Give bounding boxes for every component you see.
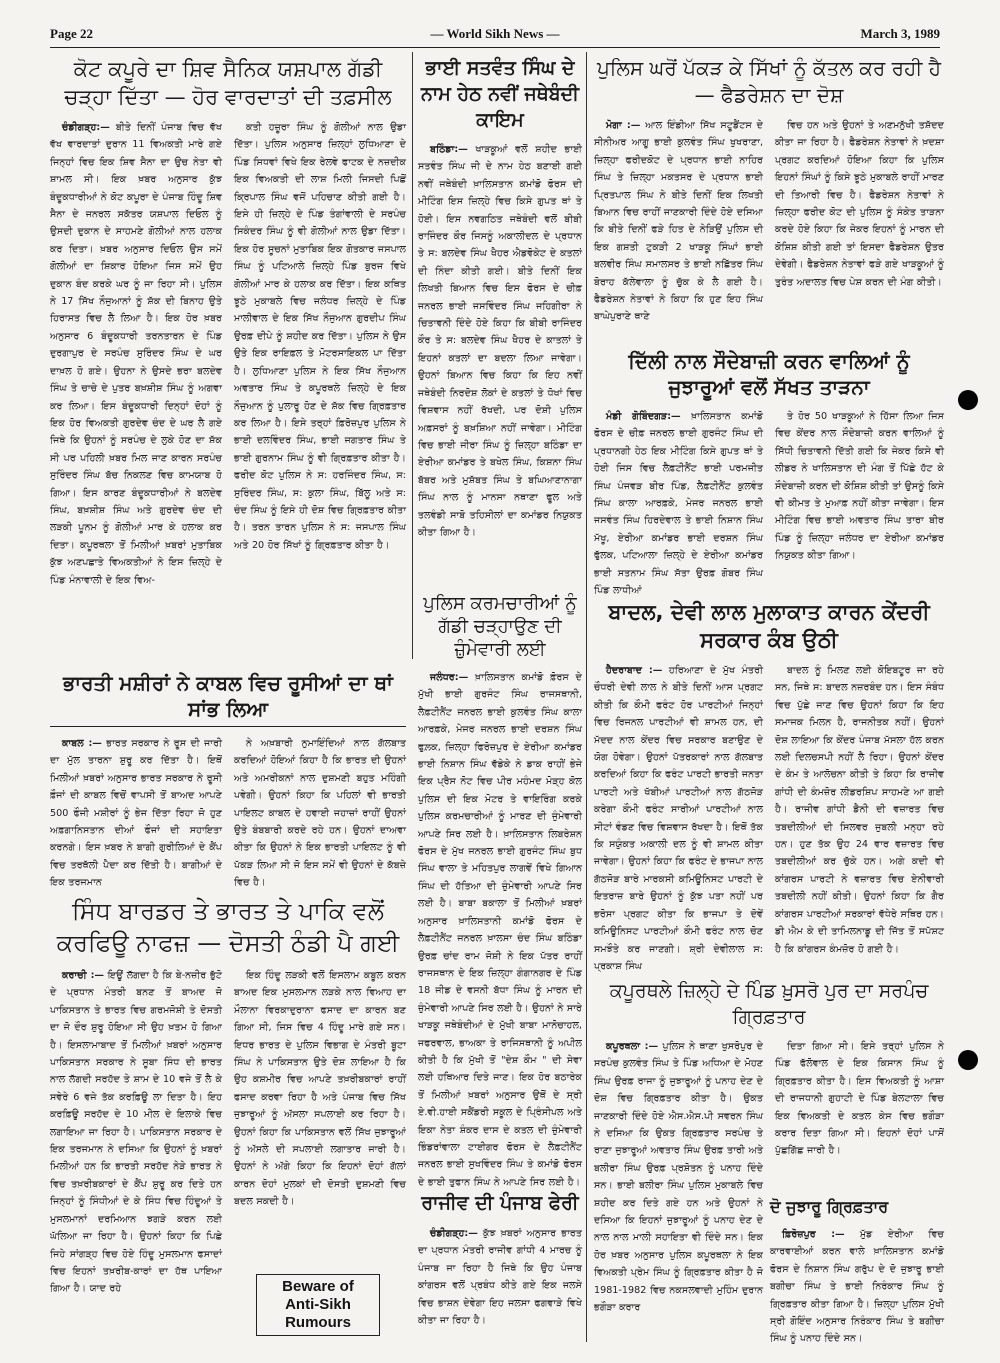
headline: ਭਾਰਤੀ ਮਸ਼ੀਰਾਂ ਨੇ ਕਾਬਲ ਵਿਚ ਰੂਸੀਆਂ ਦਾ ਥਾਂ ਸਾਂਭ ਲਿਆ bbox=[50, 670, 406, 727]
dateline: ਕਰਾਚੀ :— bbox=[62, 970, 105, 981]
headline: ਰਾਜੀਵ ਦੀ ਪੰਜਾਬ ਫੇਰੀ bbox=[421, 1192, 579, 1214]
article-police-car bbox=[418, 592, 582, 1188]
article-text: ਦਿਤਾ ਗਿਆ ਸੀ। ਇਸੇ ਤਰ੍ਹਾਂ ਪੁਲਿਸ ਨੇ ਪਿੰਡ ਫੱਲੋਵਾਲ ਦੇ ਇਕ ਕਿਸਾਨ ਸਿੰਘ ਨੂੰ ਗ੍ਰਿਫ਼ਤਾਰ ਕੀਤਾ ਹੈ। ਇਸ ਵਿਅਕਤੀ ਨੂੰ ਆਸ਼ਾ ਦੀ ਰਾਜਧਾਨੀ ਗੁਹਾਟੀ ਦੇ ਪਿੰਡ ਬੇਲਟਾਲਾ ਵਿਚ ਇਕ ਵਿਅਕਤੀ ਦੇ ਕਤਲ ਕੇਸ ਵਿਚ ਭਗੌੜਾ ਕਰਾਰ ਦਿਤਾ ਗਿਆ ਸੀ। ਇਹਨਾਂ ਦੋਹਾਂ ਪਾਸੋਂ ਪੁੱਛਗਿੱਛ ਜਾਰੀ ਹੈ। bbox=[775, 1041, 944, 1157]
dateline: ਮੰਡੀ ਗੋਬਿੰਦਗੜ:— bbox=[606, 411, 681, 422]
article-text: ਕਤੀ ਹਜ਼ੂਰਾ ਸਿੰਘ ਨੂੰ ਗੋਲੀਆਂ ਨਾਲ ਉਡਾ ਦਿੱਤਾ। ਪੁਲਿਸ ਅਨੁਸਾਰ ਜ਼ਿਲ੍ਹਾਂ ਲੁਧਿਆਣਾ ਦੇ ਪਿੰਡ ਸਿਧਵਾਂ ਵਿਖੇ ਇਕ ਰੇਲਵੇ ਫਾਟਕ ਦੇ ਨਜ਼ਦੀਕ ਇਕ ਵਿਅਕਤੀ ਦੀ ਲਾਸ਼ ਮਿਲੀ ਜਿਸਦੀ ਪਿਛੋਂ ਕ੍ਰਿਪਾਲ ਸਿੰਘ ਵਜੋਂ ਪਹਿਚਾਣ ਕੀਤੀ ਗਈ ਹੈ। ਇਸੇ ਹੀ ਜ਼ਿਲ੍ਹੇ ਦੇ ਪਿੰਡ ਤੰਗਾਂਵਾਲੀ ਦੇ ਸਰਪੰਚ ਸਿਕੰਦਰ ਸਿੰਘ ਨੂੰ ਵੀ ਗੋਲੀਆਂ ਨਾਲ ਉਡਾ ਦਿੱਤਾ। ਇਕ ਹੋਰ ਸੂਚਨਾਂ ਮੁਤਾਬਿਕ ਇਕ ਗੋਤਕਾਰ ਜਸਪਾਲ ਸਿੰਘ ਨੂੰ ਪਟਿਆਲੇ ਜ਼ਿਲ੍ਹੇ ਪਿੰਡ ਬੁਰਜ ਵਿਖੇ ਗੋਲੀਆਂ ਮਾਰ ਕੇ ਹਲਾਕ ਕਰ ਦਿੱਤਾ। ਇਕ ਕਥਿਤ ਝੂਠੇ ਮੁਕਾਬਲੇ ਵਿਚ ਜਲੰਧਰ ਜ਼ਿਲ੍ਹੇ ਦੇ ਪਿੰਡ ਮਾਲੀਵਾਲ ਦੇ ਇਕ ਸਿੱਖ ਨੌਜੁਆਨ ਗੁਰਦੀਪ ਸਿੰਘ ਉਰਫ਼ ਦੀਪੇ ਨੂੰ ਸ਼ਹੀਦ ਕਰ ਦਿੱਤਾ। ਪੁਲਿਸ ਨੇ ਉਸ ਉਤੇ ਇਕ ਰਾਇਫ਼ਲ ਤੇ ਮੋਟਰਸਾਇਕਲ ਪਾ ਦਿੱਤਾ ਹੈ। ਲੁਧਿਆਣਾ ਪੁਲਿਸ ਨੇ ਇਕ ਸਿੱਖ ਨੌਜੁਆਨ ਅਵਤਾਰ ਸਿੰਘ ਤੇ ਕਪੂਰਥਲੇ ਜ਼ਿਲ੍ਹੇ ਦੇ ਇਕ ਨੌਜੁਆਨ ਨੂੰ ਪੁਲਾਰੂ ਹੋਣ ਦੇ ਸ਼ੱਕ ਵਿਚ ਗ੍ਰਿਫ਼ਤਾਰ ਕਰ ਲਿਆ ਹੈ। ਇਸੇ ਤਰ੍ਹਾਂ ਫ਼ਿਰੋਜ਼ਪੁਰ ਪੁਲਿਸ ਨੇ ਭਾਈ ਦਲਵਿੰਦਰ ਸਿੰਘ, ਭਾਈ ਜਗਤਾਰ ਸਿੰਘ ਤੇ ਭਾਈ ਗੁਰਨਾਮ ਸਿੰਘ ਨੂੰ ਵੀ ਗ੍ਰਿਫ਼ਤਾਰ ਕੀਤਾ ਹੈ। ਫਰੀਦ ਕੋਟ ਪੁਲਿਸ ਨੇ ਸ: ਹਰਜਿੰਦਰ ਸਿੰਘ, ਸ: ਸੁਰਿੰਦਰ ਸਿੰਘ, ਸ: ਕੁਲਾ ਸਿੰਘ, ਬਿੱਲੂ ਅਤੇ ਸ: ਚੰਦ ਸਿੰਘ ਨੂੰ ਇਸੇ ਹੀ ਦੋਸ਼ ਵਿਚ ਗ੍ਰਿਫ਼ਤਾਰ ਕੀਤਾ ਹੈ। ਤਰਨ ਤਾਰਨ ਪੁਲਿਸ ਨੇ ਸ: ਜਸਪਾਲ ਸਿੰਘ ਅਤੇ 20 ਹੋਰ ਸਿੱਖਾਂ ਨੂੰ ਗ੍ਰਿਫ਼ਤਾਰ ਕੀਤਾ ਹੈ। bbox=[234, 122, 406, 551]
article-text: ਖ਼ਾਲਿਸਤਾਨ ਕਮਾਂਡੋ ਫ਼ੋਰਸ ਦੇ ਮੁੱਖੀ ਭਾਈ ਗੁਰਜੰਟ ਸਿੰਘ ਰਾਜਸਥਾਨੀ, ਲੈਫ਼ਟੀਨੈਂਟ ਜਨਰਲ ਭਾਈ ਕੁਲਵੰਤ ਸਿੰਘ ਕਾਲਾ ਆਰਫ਼ਕੇ, ਮੇਜਰ ਜਨਰਲ ਭਾਈ ਦਰਸ਼ਨ ਸਿੰਘ ਫੁਲ਼ਕ, ਜ਼ਿਲ੍ਹਾ ਫਿਰੋਜ਼ਪੁਰ ਦੇ ਏਰੀਆ ਕਮਾਂਡਰ ਭਾਈ ਨਿਸ਼ਾਨ ਸਿੰਘ ਵੱਡੇਕੇ ਨੇ ਡਾਕ ਰਾਹੀਂ ਭੇਜੇ ਇਕ ਪ੍ਰੈਸ ਨੋਟ ਵਿਚ ਪੀਰ ਮਹੰਮਦ ਮੋੜ੍ਹ ਕੋਲ ਪੁਲਿਸ ਦੀ ਇਕ ਮੋਟਰ ਤੇ ਵਾਇਰਿੰਗ ਕਰਕੇ ਪੁਲਿਸ ਕਰਮਚਾਰੀਆਂ ਨੂੰ ਮਾਰਣ ਦੀ ਜੁੰਮੇਵਾਰੀ ਆਪਣੇ ਸਿਰ ਲਈ ਹੈ। ਖ਼ਾਲਿਸਤਾਨ ਲਿਬਰੇਸ਼ਨ ਫੋਰਸ ਦੇ ਮੁੱਖ ਜਨਰਲ ਭਾਈ ਗੁਰਜੰਟ ਸਿੰਘ ਬੁਧ ਸਿੰਘ ਵਾਲਾ ਤੇ ਮਹਿਤਪੁਰ ਲਾਗਵੇਂ ਵਿਖੇ ਗਿਆਨ ਸਿੰਘ ਦੀ ਹੱਤਿਆ ਦੀ ਜ਼ੁੰਮੇਵਾਰੀ ਆਪਣੇ ਸਿਰ ਲਈ ਹੈ। ਬਾਬਾ ਬਕਾਲਾ ਤੋਂ ਮਿਲੀਆਂ ਖ਼ਬਰਾਂ ਅਨੁਸਾਰ ਖ਼ਾਲਿਸਤਾਨੀ ਕਮਾਂਡੋ ਫੋਰਸ ਦੇ ਲੈਫ਼ਟੀਨੈਂਟ ਜਨਰਲ ਖ਼ਾਲਸਾ ਚੰਦ ਸਿੰਘ ਬਠਿੰਡਾ ਉਰਫ਼ ਚਾਂਦ ਰਾਮ ਜੋਸ਼ੀ ਨੇ ਇਕ ਪੱਤਰ ਰਾਹੀਂ ਰਾਜਸਥਾਨ ਦੇ ਇਕ ਜ਼ਿਲ੍ਹਾ ਗੰਗਾਨਗਰ ਦੇ ਪਿੰਡ 18 ਜੀਡ ਦੇ ਵਸਨੀ ਬੱਧਾ ਸਿੰਘ ਨੂੰ ਮਾਰਨ ਦੀ ਜ਼ੁੰਮੇਵਾਰੀ ਆਪਣੇ ਸਿਰ ਲਈ ਹੈ। ਉਹਨਾਂ ਨੇ ਸਾਰੇ ਖਾੜਕੂ ਜਥੇਬੰਦੀਆਂ ਦੇ ਮੁੱਖੀ ਬਾਬਾ ਮਾਨੋਚਾਹਲ, ਜਫਰਵਾਲ, ਭਾਅਕਾ ਤੇ ਰਾਜਿਸਥਾਨੀ ਨੂੰ ਅਪੀਲ ਕੀਤੀ ਹੈ ਕਿ ਮੁੱਖੀ ਤੋਂ "ਦੇਸ਼ ਕੌਮ " ਦੀ ਸੇਵਾ ਲਈ ਹਥਿਆਰ ਦਿਤੇ ਜਾਣ। ਇਕ ਹੋਰ ਬਠਾਰੇਕ ਤੋਂ ਮਿਲੀਆਂ ਖ਼ਬਰਾਂ ਅਨੁਸਾਰ ਉਥੋਂ ਦੇ ਸ੍ਰੀ ਏ.ਵੀ.ਹਾਈ ਸਕੈਂਡਰੀ ਸਕੂਲ ਦੇ ਪ੍ਰਿੰਸੀਪਲ ਅਤੇ ਇਕਾ ਨੇਤਾ ਸ਼ੰਕਰ ਦਾਸ ਦੇ ਕਤਲ ਦੀ ਜ਼ੁੰਮੇਵਾਰੀ ਭਿੰਡਰਾਂਵਾਲਾ ਟਾਈਗਰ ਫੋਰਸ ਦੇ ਲੈਫ਼ਟੀਨੈਂਟ ਜਨਰਲ ਭਾਈ ਸੁਖਵਿੰਦਰ ਸਿੰਘ ਤੇ ਕਮਾਂਡੋ ਫੋਰਸ ਦੇ ਭਾਈ ਤੁਫਾਨ ਸਿੰਘ ਨੇ ਆਪਣੇ ਸਿਰ ਲਈ ਹੈ। bbox=[418, 672, 582, 1188]
headline: ਦੋ ਜੁਝਾਰੂ ਗ੍ਰਿਫ਼ਤਾਰ bbox=[770, 1197, 889, 1216]
article-jathebandi bbox=[418, 55, 582, 590]
article-text: ਮੁੱਡ ਏਰੀਆ ਵਿਚ ਕਾਰਵਾਈਆਂ ਕਰਨ ਵਾਲੇ ਖ਼ਾਲਿਸਤਾਨ ਕਮਾਂਡੋ ਫੋਰਸ ਦੇ ਨਿਸ਼ਾਨ ਸਿੰਘ ਗਰੁੱਪ ਦੇ ਦੋ ਜੁਝਾਰੂ ਭਾਈ ਬਗੀਚਾ ਸਿੰਘ ਤੇ ਭਾਈ ਨਿਰੰਕਾਰ ਸਿੰਘ ਨੂੰ ਗ੍ਰਿਫ਼ਤਾਰ ਕੀਤਾ ਗਿਆ ਹੈ। ਜ਼ਿਲ੍ਹਾ ਪੁਲਿਸ ਮੁੱਖੀ ਸ੍ਰੀ ਗੋਇੰਦ ਅਨੁਸਾਰ ਨਿਰੰਕਾਰ ਸਿੰਘ ਤੇ ਬਗੀਚਾ ਸਿੰਘ ਨੂੰ ਪਨਾਹ ਦਿੰਦੇ ਸਨ। bbox=[770, 1229, 944, 1345]
article-text: ਇਕ ਹਿੰਦੂ ਲੜਕੀ ਵਲੋਂ ਇਸਲਾਮ ਕਬੂਲ ਕਰਨ ਬਾਅਦ ਇਕ ਮੁਸਲਮਾਨ ਲੜਕੇ ਨਾਲ ਵਿਆਹ ਦਾ ਮੌਲਾਨਾ ਵਿਰਕਾਦੁਰਾਨਾ ਫਸਾਦ ਦਾ ਕਾਰਨ ਬਣ ਗਿਆ ਸੀ, ਜਿਸ ਵਿਚ 4 ਹਿੰਦੂ ਮਾਰੇ ਗਏ ਸਨ। ਇਧਰ ਭਾਰਤ ਦੇ ਪੁਲਿਸ ਵਿਭਾਗ ਦੇ ਮੰਤਰੀ ਬੂਟਾ ਸਿੰਘ ਨੇ ਪਾਕਿਸਤਾਨ ਉਤੇ ਦੋਸ਼ ਲਾਇਆ ਹੈ ਕਿ ਉਹ ਕਸ਼ਮੀਰ ਵਿਚ ਆਪਣੇ ਤਖ਼ਰੀਬਕਾਰਾਂ ਰਾਹੀਂ ਫਸਾਦ ਕਰਵਾ ਰਿਹਾ ਹੈ ਅਤੇ ਪੰਜਾਬ ਵਿਚ ਸਿੱਖ ਜੁਝਾਰੂਆਂ ਨੂੰ ਅੱਸਲਾ ਸਪਲਾਈ ਕਰ ਰਿਹਾ ਹੈ। ਉਹਨਾਂ ਕਿਹਾ ਕਿ ਪਾਕਿਸਤਾਨ ਵਲੋਂ ਸਿੱਖ ਜੁਝਾਰੂਆਂ ਨੂੰ ਅੱਸਲੇ ਦੀ ਸਪਲਾਈ ਲਗਾਤਾਰ ਜਾਰੀ ਹੈ। ਉਹਨਾਂ ਨੇ ਅੱਗੇ ਕਿਹਾ ਕਿ ਇਹਨਾਂ ਦੋਹਾਂ ਗੱਲਾਂ ਕਾਰਨ ਦੋਹਾਂ ਮੁਲਕਾਂ ਦੀ ਦੋਸਤੀ ਦੁਸ਼ਮਣੀ ਵਿਚ ਬਦਲ ਸਕਦੀ ਹੈ। bbox=[234, 970, 406, 1208]
notice-line: Anti-Sikh bbox=[285, 1296, 351, 1313]
dateline: ਚੰਡੀਗੜ੍ਹ:— bbox=[62, 122, 110, 133]
notice-box bbox=[256, 1274, 380, 1336]
headline: ਕੋਟ ਕਪੂਰੇ ਦਾ ਸ਼ਿਵ ਸੈਨਿਕ ਯਸ਼ਪਾਲ ਗੱਡੀ ਚੜ੍ਹਾ ਦਿੱਤਾ — ਹੋਰ ਵਾਰਦਾਤਾਂ ਦੀ ਤਫ਼ਸੀਲ bbox=[64, 57, 392, 109]
article-text: ਬੀਤੇ ਦਿਨੀਂ ਪੰਜਾਬ ਵਿਚ ਵੱਖ ਵੱਖ ਵਾਰਦਾਤਾਂ ਦੁਰਾਨ 11 ਵਿਅਕਤੀ ਮਾਰੇ ਗਏ ਜਿਨ੍ਹਾਂ ਵਿਚ ਇਕ ਸ਼ਿਵ ਸੈਨਾ ਦਾ ਉਚ ਨੇਤਾ ਵੀ ਸ਼ਾਮਲ ਸੀ। ਇਕ ਖ਼ਬਰ ਅਨੁਸਾਰ ਕੁੱਝ ਬੰਦੂਕਧਾਰੀਆਂ ਨੇ ਕੋਟ ਕਪੂਰਾ ਦੇ ਪੰਜਾਬ ਹਿੰਦੂ ਸ਼ਿਵ ਸੈਨਾ ਦੇ ਜਨਰਲ ਸਕੱਤਰ ਯਸ਼ਪਾਲ ਦਿਓਲ ਨੂੰ ਉਸਦੀ ਦੁਕਾਨ ਦੇ ਸਾਹਮਣੇ ਗੋਲੀਆਂ ਨਾਲ ਹਲਾਕ ਕਰ ਦਿਤਾ। ਖ਼ਬਰ ਅਨੁਸਾਰ ਦਿਓਲ ਉਸ ਸਮੇਂ ਗੋਲੀਆਂ ਦਾ ਸ਼ਿਕਾਰ ਹੋਇਆ ਜਿਸ ਸਮੇਂ ਉਹ ਦੁਕਾਨ ਬੰਦ ਕਰਕੇ ਘਰ ਨੂੰ ਜਾ ਰਿਹਾ ਸੀ। ਪੁਲਿਸ ਨੇ 17 ਸਿੱਖ ਨੌਜੁਆਨਾਂ ਨੂੰ ਸ਼ੱਕ ਦੀ ਬਿਨਾਹ ਉਤੇ ਹਿਰਾਸਤ ਵਿਚ ਲੈ ਲਿਆ ਹੈ। ਇਕ ਹੋਰ ਖ਼ਬਰ ਅਨੁਸਾਰ 6 ਬੰਦੂਕਧਾਰੀ ਤਰਨਤਾਰਨ ਦੇ ਪਿੰਡ ਦੁਰਗਾਪੁਰ ਦੇ ਸਰਪੰਚ ਸੁਰਿੰਦਰ ਸਿੰਘ ਦੇ ਘਰ ਦਾਖ਼ਲ ਹੋ ਗਏ। ਉਹਨਾ ਨੇ ਉਸਦੇ ਭਰਾ ਬਲਦੇਵ ਸਿੰਘ ਤੇ ਚਾਚੇ ਦੇ ਪੁਤਰ ਬਖ਼ਸ਼ੀਸ਼ ਸਿੰਘ ਨੂੰ ਅਗਵਾ ਕਰ ਲਿਆ। ਇਸ ਬੰਦੂਕਧਾਰੀ ਦਿਨ੍ਹਾਂ ਦੋਹਾਂ ਨੂੰ ਇਕ ਹੋਰ ਵਿਅਕਤੀ ਗੁਰਦੇਵ ਚੰਦ ਦੇ ਘਰ ਲੈ ਗਏ ਜਿਥੇ ਕਿ ਉਹਨਾਂ ਨੂੰ ਸਰਪੰਚ ਦੇ ਲੁਕੇ ਹੋਣ ਦਾ ਸ਼ੱਕ ਸੀ ਪਰ ਪਹਿਲੀ ਖ਼ਬਰ ਮਿਲ ਜਾਣ ਕਾਰਨ ਸਰਪੰਚ ਸੁਰਿੰਦਰ ਸਿੰਘ ਬੱਚ ਨਿਕਲਣ ਵਿਚ ਕਾਮਯਾਬ ਹੋ ਗਿਆ। ਇਸ ਕਾਰਣ ਬੰਦੂਕਧਾਰੀਆਂ ਨੇ ਬਲਦੇਵ ਸਿੰਘ, ਬਖ਼ਸ਼ੀਸ਼ ਸਿੰਘ ਅਤੇ ਗੁਰਦੇਵ ਚੰਦ ਦੀ ਲੜਕੀ ਪੂਨਮ ਨੂੰ ਗੋਲੀਆਂ ਮਾਰ ਕੇ ਹਲਾਕ ਕਰ ਦਿਤਾ। ਕਪੂਰਥਲਾ ਤੋਂ ਮਿਲੀਆਂ ਖ਼ਬਰਾਂ ਮੁਤਾਬਿਕ ਕੁੱਝ ਅਣਪਛਾਤੇ ਵਿਅਕਤੀਆਂ ਨੇ ਇਸ ਜ਼ਿਲ੍ਹੇ ਦੇ ਪਿੰਡ ਮੰਨਾਵਾਲੀ ਦੇ ਇਕ ਵਿਅ- bbox=[50, 122, 222, 586]
notice-line: Rumours bbox=[285, 1314, 351, 1331]
dateline: ਹੈਦਰਾਬਾਦ :— bbox=[606, 665, 663, 676]
article-text: ਪੁਲਿਸ ਨੇ ਥਾਣਾ ਖੁਸਰੋਪੁਰ ਦੇ ਸਰਪੰਚ ਕੁਲਵੰਤ ਸਿੰਘ ਤੇ ਪਿੰਡ ਅਧਿਆ ਦੇ ਮੋਹਣ ਸਿੰਘ ਉਰਫ਼ ਰਾਜਾ ਨੂੰ ਜੁਝਾਰੂਆਂ ਨੂੰ ਪਨਾਹ ਦੇਣ ਦੇ ਦੋਸ਼ ਵਿਚ ਗ੍ਰਿਫ਼ਤਾਰ ਕੀਤਾ ਹੈ। ਉਕਤ ਜਾਣਕਾਰੀ ਦਿੰਦੇ ਹੋਏ ਐਸ.ਐਸ.ਪੀ ਸਵਰਨ ਸਿੰਘ ਨੇ ਦਸਿਆ ਕਿ ਉਕਤ ਗ੍ਰਿਫ਼ਤਾਰ ਸਰਪੰਚ ਤੇ ਰਾਣਾ ਜੁਝਾਰੂਆਂ ਅਵਤਾਰ ਸਿੰਘ ਉਰਫ਼ ਤਾਰੀ ਅਤੇ ਬਲੀਰਾ ਸਿੰਘ ਉਰਫ਼ ਪ੍ਰਸ਼ੋਤਨ ਨੂੰ ਪਨਾਹ ਦਿੰਦੇ ਸਨ। ਭਾਈ ਬਲੀਰਾ ਸਿੰਘ ਪੁਲਿਸ ਮੁਕਾਬਲੇ ਵਿਚ ਸ਼ਹੀਦ ਕਰ ਦਿਤੇ ਗਏ ਹਨ ਅਤੇ ਉਹਨਾਂ ਨੇ ਦਸਿਆ ਕਿ ਇਹਨਾਂ ਜੁਝਾਰੂਆਂ ਨੂੰ ਪਨਾਹ ਦੇਣ ਦੇ ਨਾਲ ਨਾਲ ਮਾਲੀ ਸਹਾਇਤਾ ਵੀ ਦਿੰਦੇ ਸਨ। ਇਕ ਹੋਰ ਖ਼ਬਰ ਅਨੁਸਾਰ ਪੁਲਿਸ ਕਪੂਰਥਲਾ ਨੇ ਇਕ ਵਿਅਕਤੀ ਪ੍ਰੇਮ ਸਿੰਘ ਨੂੰ ਗ੍ਰਿਫ਼ਤਾਰ ਕੀਤਾ ਹੈ ਜੋ 1981-1982 ਵਿਚ ਨਕਸਲਵਾਦੀ ਮੁਹਿੰਮ ਦੁਰਾਨ ਭਗੌੜਾ ਕਰਾਰ bbox=[594, 1041, 763, 1314]
header-rule bbox=[50, 47, 940, 48]
headline: ਦਿੱਲੀ ਨਾਲ ਸੌਦੇਬਾਜ਼ੀ ਕਰਨ ਵਾਲਿਆਂ ਨੂੰ ਜੁਝਾਰੂਆਂ ਵਲੋਂ ਸੱਖਤ ਤਾੜਨਾ bbox=[628, 349, 910, 399]
article-kabul bbox=[50, 670, 406, 889]
page-number: Page 22 bbox=[50, 26, 93, 41]
issue-date: March 3, 1989 bbox=[860, 26, 940, 41]
binder-hole bbox=[958, 1050, 978, 1070]
article-text: ਖਾੜਕੂਆਂ ਵਲੋਂ ਸ਼ਹੀਦ ਭਾਈ ਸਤਵੰਤ ਸਿੰਘ ਜੀ ਦੇ ਨਾਮ ਹੇਠ ਬਣਾਈ ਗਈ ਨਵੀਂ ਜਥੇਬੰਦੀ ਖ਼ਾਲਿਸਤਾਨ ਕਮਾਂਡੋ ਫੋਰਸ ਦੀ ਮੀਟਿੰਗ ਇਸ ਜ਼ਿਲ੍ਹੇ ਵਿਚ ਕਿਸੇ ਗੁਪਤ ਥਾਂ ਤੇ ਹੋਈ। ਇਸ ਨਵਗਠਿਤ ਜਥੇਬੰਦੀ ਵਲੋਂ ਬੀਬੀ ਰਾਜਿੰਦਰ ਕੌਰ ਜਿਸਨੂੰ ਅਕਾਲੀਦਲ ਦੇ ਪ੍ਰਧਾਨ ਤੇ ਸ: ਬਲਦੇਵ ਸਿੰਘ ਖੈਹਰ ਐਡਵੋਕੇਟ ਦੇ ਕਤਲਾਂ ਦੀ ਨਿੰਦਾ ਕੀਤੀ ਗਈ। ਬੀਤੇ ਦਿਨੀਂ ਇਕ ਲਿਖਤੀ ਬਿਆਨ ਵਿਚ ਇਸ ਫੋਰਸ ਦੇ ਚੀਫ਼ ਜਨਰਲ ਭਾਈ ਜਸਵਿੰਦਰ ਸਿੰਘ ਜਹਿਗੀਰਾ ਨੇ ਚਿਤਾਵਨੀ ਦਿੰਦੇ ਹੋਏ ਕਿਹਾ ਕਿ ਬੀਬੀ ਰਾਜਿੰਦਰ ਕੌਰ ਤੇ ਸ: ਬਲਦੇਵ ਸਿੰਘ ਖੈਹਰ ਦੇ ਕਾਤਲਾਂ ਤੇ ਇਹਨਾਂ ਕਤਲਾਂ ਦਾ ਬਦਲਾ ਲਿਆ ਜਾਵੇਗਾ। ਉਹਨਾਂ ਬਿਆਨ ਵਿਚ ਕਿਹਾ ਕਿ ਇਹ ਨਵੀਂ ਜਥੇਬੰਦੀ ਨਿਰਦੋਸ਼ ਲੋਕਾਂ ਦੇ ਕਤਲਾਂ ਤੇ ਧੋਖਾਂ ਵਿਚ ਵਿਸ਼ਵਾਸ ਨਹੀਂ ਰੱਖਦੀ, ਪਰ ਦੋਸ਼ੀ ਪੁਲਿਸ ਅਫ਼ਸਰਾਂ ਨੂੰ ਬਖ਼ਸ਼ਿਆ ਨਹੀਂ ਜਾਵੇਗਾ। ਮੀਟਿੰਗ ਵਿਚ ਭਾਈ ਜੀਰਾ ਸਿੰਘ ਨੂੰ ਜ਼ਿਲ੍ਹਾ ਬਠਿੰਡਾ ਦਾ ਏਰੀਆ ਕਮਾਂਡਰ ਤੇ ਬਖੇਲ ਸਿੰਘ, ਕਿਸ਼ਨਾ ਸਿੰਘ ਬੱਬਰ ਅਤੇ ਮੁਸ਼ੱਬਤ ਸਿੰਘ ਤੇ ਬਘਿਆਣਾਨਾਗਾ ਸਿੰਘ ਨਾਲ ਨੂੰ ਮਾਨਸਾ ਨਥਾਣਾ ਫੂਲ ਅਤੇ ਤਲਵੰਡੀ ਸਾਬੋ ਤਹਿਸੀਲਾਂ ਦਾ ਕਮਾਂਡਰ ਨਿਯੁਕਤ ਕੀਤਾ ਗਿਆ ਹੈ। bbox=[418, 144, 582, 538]
binder-hole bbox=[958, 390, 978, 410]
dateline: ਚੰਡੀਗੜ੍ਹ:— bbox=[430, 1228, 478, 1239]
headline: ਭਾਈ ਸਤਵੰਤ ਸਿੰਘ ਦੇ ਨਾਮ ਹੇਠ ਨਵੀਂ ਜਥੇਬੰਦੀ ਕਾਇਮ bbox=[421, 57, 579, 131]
article-text: ਵਿਚ ਹਨ ਅਤੇ ਉਹਨਾਂ ਤੇ ਅਣਮਨੁੱਖੀ ਤਸ਼ੱਦਦ ਕੀਤਾ ਜਾ ਰਿਹਾ ਹੈ। ਫੈਡਰੇਸ਼ਨ ਨੇਤਾਵਾਂ ਨੇ ਖ਼ਦਸ਼ਾ ਪ੍ਰਗਟ ਕਰਦਿਆਂ ਹੋਇਆ ਕਿਹਾ ਕਿ ਪੁਲਿਸ ਇਹਨਾਂ ਸਿੰਘਾਂ ਨੂੰ ਕਿਸੇ ਝੂਠੇ ਮੁਕਾਬਲੇ ਰਾਹੀਂ ਮਾਰਣ ਦੀ ਤਿਆਰੀ ਵਿਚ ਹੈ। ਫੈਡਰੇਸ਼ਨ ਨੇਤਾਵਾਂ ਨੇ ਜ਼ਿਲ੍ਹਾ ਫਰੀਦ ਕੋਟ ਦੀ ਪੁਲਿਸ ਨੂੰ ਸੰਕੇਤ ਤਾੜਨਾ ਕਰਦੇ ਹੋਏ ਕਿਹਾ ਕਿ ਜੇਕਰ ਇਹਨਾਂ ਨੂੰ ਮਾਰਨ ਦੀ ਕੋਸ਼ਿਸ਼ ਕੀਤੀ ਗਈ ਤਾਂ ਇਸਦਾ ਫੈਡਰੇਸ਼ਨ ਉਤਰ ਦੇਵੇਗੀ। ਫੈਡਰੇਸ਼ਨ ਨੇਤਾਵਾਂ ਫੜੇ ਗਏ ਖਾੜਕੂਆਂ ਨੂੰ ਤੁਰੰਤ ਅਦਾਲਤ ਵਿਚ ਪੇਸ਼ ਕਰਨ ਦੀ ਮੰਗ ਕੀਤੀ। bbox=[775, 120, 944, 288]
article-police-killing bbox=[594, 55, 944, 345]
headline: ਬਾਦਲ, ਦੇਵੀ ਲਾਲ ਮੁਲਾਕਾਤ ਕਾਰਨ ਕੇਂਦਰੀ ਸਰਕਾਰ ਕੰਬ ਉਠੀ bbox=[608, 600, 930, 652]
article-text: ਨੇ ਅਖ਼ਬਾਰੀ ਨੁਮਾਇੰਦਿਆਂ ਨਾਲ ਗੱਲਬਾਤ ਕਰਦਿਆਂ ਹੋਇਆਂ ਕਿਹਾ ਹੈ ਕਿ ਭਾਰਤ ਦੀ ਉਹਨਾਂ ਅਤੇ ਅਮਰੀਕਨਾਂ ਨਾਲ ਦੁਸ਼ਮਣੀ ਬਹੁਤ ਮਹਿੰਗੀ ਪਵੇਗੀ। ਉਹਨਾਂ ਕਿਹਾ ਕਿ ਪਹਿਲਾਂ ਵੀ ਭਾਰਤੀ ਪਾਇਲਟ ਕਾਬਲ ਦੇ ਹਵਾਈ ਜਹਾਜ਼ਾਂ ਰਾਹੀਂ ਉਹਨਾਂ ਉਤੇ ਬੰਬਬਾਰੀ ਕਰਦੇ ਰਹੇ ਹਨ। ਉਹਨਾਂ ਦਾਅਵਾ ਕੀਤਾ ਕਿ ਉਹਨਾਂ ਨੇ ਇਕ ਭਾਰਤੀ ਪਾਇਲਟ ਨੂੰ ਵੀ ਪੱਕੜ ਲਿਆ ਸੀ ਜੋ ਇਸ ਸਮੇਂ ਵੀ ਉਹਨਾਂ ਦੇ ਕੱਬਜ਼ੇ ਵਿਚ ਹੈ। bbox=[234, 738, 406, 889]
headline: ਪੁਲਿਸ ਘਰੋਂ ਪੱਕੜ ਕੇ ਸਿੱਖਾਂ ਨੂੰ ਕੱਤਲ ਕਰ ਰਹੀ ਹੈ — ਫੈਡਰੇਸ਼ਨ ਦਾ ਦੋਸ਼ bbox=[597, 56, 941, 107]
article-rajiv bbox=[418, 1190, 582, 1345]
notice-line: Beware of bbox=[282, 1278, 354, 1295]
dateline: ਕਾਬਲ :— bbox=[62, 738, 102, 749]
dateline: ਬਠਿੰਡਾ:— bbox=[430, 144, 468, 155]
dateline: ਕਪੂਰਥਲਾ :— bbox=[606, 1041, 659, 1052]
column-divider bbox=[586, 52, 587, 1342]
masthead: — World Sikh News — bbox=[430, 26, 560, 41]
headline: ਪੁਲਿਸ ਕਰਮਚਾਰੀਆਂ ਨੂੰ ਗੱਡੀ ਚੜ੍ਹਾਉਣ ਦੀ ਜ਼ੁੰਮੇਵਾਰੀ ਲਈ bbox=[423, 593, 577, 660]
article-text: ਬਾਦਲ ਨੂੰ ਮਿਲਣ ਲਈ ਕੋਇਬਟੂਰ ਜਾ ਰਹੇ ਸਨ, ਜਿਥੇ ਸ: ਬਾਦਲ ਨਜ਼ਰਬੰਦ ਹਨ। ਇਸ ਸੰਬੰਧ ਵਿਚ ਪੁੱਛੇ ਜਾਣ ਵਿਚ ਉਹਨਾਂ ਕਿਹਾ ਕਿ ਇਹ ਸਮਾਜਕ ਮਿਲਨ ਹੈ, ਰਾਜਨੀਤਕ ਨਹੀਂ। ਉਹਨਾਂ ਦੋਸ਼ ਲਾਇਆ ਕਿ ਕੇਂਦਰ ਪੰਜਾਬ ਮੱਸਲਾ ਹੱਲ ਕਰਨ ਲਈ ਦਿਲਚਸਪੀ ਨਹੀਂ ਲੈ ਰਿਹਾ। ਉਹਨਾਂ ਕੇਂਦਰ ਦੇ ਕੰਮ ਤੇ ਆਲੋਚਨਾ ਕੀਤੀ ਤੇ ਕਿਹਾ ਕਿ ਰਾਜੀਵ ਗਾਂਧੀ ਦੀ ਕੰਮਜ਼ੋਰ ਲੀਡਰਸ਼ਿਪ ਸਾਹਮਣੇ ਆ ਗਈ ਹੈ। ਰਾਜੀਵ ਗਾਂਧੀ ਡੈਨੀ ਦੀ ਵਜ਼ਾਰਤ ਵਿਚ ਤਬਦੀਲੀਆਂ ਦੀ ਸਿਲਵਰ ਜੁਬਲੀ ਮਨ੍ਹਾ ਰਹੇ ਹਨ। ਹੁਣ ਤੱਕ ਉਹ 24 ਵਾਰ ਵਜ਼ਾਰਤ ਵਿਚ ਤਬਦੀਲੀਆਂ ਕਰ ਚੁੱਕੇ ਹਨ। ਅਗੇ ਕਦੀ ਵੀ ਕਾਂਗਰਸ ਪਾਰਟੀ ਨੇ ਵਜ਼ਾਰਤ ਵਿਚ ਏਨੀਵਾਰੀ ਤਬਦੀਲੀ ਨਹੀਂ ਕੀਤੀ। ਉਹਨਾਂ ਕਿਹਾ ਕਿ ਗੈਰ ਕਾਂਗਰਸ ਪਾਰਟੀਆਂ ਸਰਕਾਰਾਂ ਵੱਧੇਰੇ ਸਥਿਰ ਹਨ। ਡੀ ਐਮ ਕੇ ਦੀ ਤਾਮਿਲਨਾਡੂ ਦੀ ਜਿੱਤ ਤੋਂ ਸਪੱਸ਼ਟ ਹੈ ਕਿ ਕਾਂਗਰਸ ਕੰਮਜ਼ੋਰ ਹੋ ਗਈ ਹੈ। bbox=[775, 665, 944, 955]
article-kotkapura bbox=[50, 55, 406, 667]
article-text: ਤੇ ਹੋਰ 50 ਖਾੜਕੂਆਂ ਨੇ ਹਿੱਸਾ ਲਿਆ ਜਿਸ ਵਿਚ ਕੇਂਦਰ ਨਾਲ ਸੌਦੇਬਾਜ਼ੀ ਕਰਨ ਵਾਲਿਆਂ ਨੂੰ ਸਿੱਧੀ ਚਿਤਾਵਨੀ ਦਿੱਤੀ ਗਈ ਕਿ ਜੇਕਰ ਕਿਸੇ ਵੀ ਲੀਡਰ ਨੇ ਖਾਲਿਸਤਾਨ ਦੀ ਮੰਗ ਤੋਂ ਪਿੱਛੇ ਹੱਟ ਕੇ ਸੌਦੇਬਾਜ਼ੀ ਕਰਨ ਦੀ ਕੋਸ਼ਿਸ਼ ਕੀਤੀ ਤਾਂ ਉਸਨੂੰ ਕਿਸੇ ਵੀ ਕੀਮਤ ਤੇ ਮੁਆਫ਼ ਨਹੀਂ ਕੀਤਾ ਜਾਵੇਗਾ। ਇਸ ਮੀਟਿੰਗ ਵਿਚ ਭਾਈ ਅਵਤਾਰ ਸਿੰਘ ਤਾਰਾ ਬੀਰ ਪਿੰਡ ਨੂੰ ਜ਼ਿਲ੍ਹਾ ਜਲੰਧਰ ਦਾ ਏਰੀਆ ਕਮਾਂਡਰ ਨਿਯੁਕਤ ਕੀਤਾ ਗਿਆ। bbox=[775, 411, 944, 562]
page-header bbox=[50, 26, 940, 48]
dateline: ਫ਼ਿਰੋਜ਼ਪੁਰ :— bbox=[782, 1229, 845, 1240]
article-text: ਹਰਿਆਣਾ ਦੇ ਮੁੱਖ ਮੰਤਰੀ ਚੌਧਰੀ ਦੇਵੀ ਲਾਲ ਨੇ ਬੀਤੇ ਦਿਨੀਂ ਆਸ ਪ੍ਰਗਟ ਕੀਤੀ ਕਿ ਕੌਮੀ ਫਰੰਟ ਹੋਰ ਪਾਰਟੀਆਂ ਜਿਨ੍ਹਾਂ ਵਿਚ ਰਿਜਨਲ ਪਾਰਟੀਆਂ ਵੀ ਸ਼ਾਮਲ ਹਨ, ਦੀ ਮੱਦਦ ਨਾਲ ਕੇਂਦਰ ਵਿਚ ਸਰਕਾਰ ਬਣਾਉਣ ਦੇ ਯੋਗ ਹੋਵੇਗਾ। ਉਹਨਾਂ ਪੱਤਰਕਾਰਾਂ ਨਾਲ ਗੱਲਬਾਤ ਕਰਦਿਆਂ ਕਿਹਾ ਕਿ ਫਰੰਟ ਪਾਰਟੀ ਭਾਰਤੀ ਜਨਤਾ ਪਾਰਟੀ ਅਤੇ ਖੱਬੀਆਂ ਪਾਰਟੀਆਂ ਨਾਲ ਗੱਠਜੋੜ ਕਰੇਗਾ ਕੌਮੀ ਫਰੰਟ ਸਾਰੀਆਂ ਪਾਰਟੀਆਂ ਨਾਲ ਸੀਟਾਂ ਵੰਡਣ ਵਿਚ ਵਿਸ਼ਵਾਸ ਰੱਖਦਾ ਹੈ। ਇਥੋਂ ਤੱਕ ਕਿ ਸਯੁੰਕਤ ਅਕਾਲੀ ਦਲ ਨੂੰ ਵੀ ਸ਼ਾਮਲ ਕੀਤਾ ਜਾਵੇਗਾ। ਉਹਨਾਂ ਕਿਹਾ ਕਿ ਫਰੰਟ ਦੇ ਭਾਜਪਾ ਨਾਲ ਗੱਠਜੋੜ ਬਾਰੇ ਮਾਰਕਸੀ ਕਮਿਊਨਿਸਟ ਪਾਰਟੀ ਦੇ ਇਤਰਾਜ਼ ਬਾਰੇ ਉਹਨਾਂ ਨੂੰ ਕੁੱਝ ਪਤਾ ਨਹੀਂ ਪਰ ਭਰੋਸਾ ਪ੍ਰਗਟ ਕੀਤਾ ਕਿ ਭਾਜਪਾ ਤੇ ਦੋਵੇਂ ਕਮਿਊਨਿਸਟ ਪਾਰਟੀਆਂ ਕੌਮੀ ਫਰੰਟ ਨਾਲ ਚੋਣ ਸਮਝੌਤੇ ਕਰ ਜਾਣਗੀ। ਸ਼੍ਰੀ ਦੇਵੀਲਾਲ ਸ: ਪ੍ਰਕਾਸ਼ ਸਿੰਘ bbox=[594, 665, 763, 972]
dateline: ਜਲੰਧਰ:— bbox=[430, 672, 469, 683]
dateline: ਮੋਗਾ :— bbox=[606, 120, 641, 131]
article-delhi-deal bbox=[594, 348, 944, 597]
column-divider bbox=[412, 52, 413, 659]
article-badal bbox=[594, 598, 944, 976]
article-text: ਆਲ ਇੰਡੀਆ ਸਿੱਖ ਸਟੂਡੈਂਟਸ ਦੇ ਸੀਨੀਅਰ ਆਗੂ ਭਾਈ ਕੁਲਵੰਤ ਸਿੰਘ ਖੁਖਰਾਣਾ, ਜ਼ਿਲ੍ਹਾ ਫਰੀਦਕੋਟ ਦੇ ਪ੍ਰਧਾਨ ਭਾਈ ਨਾਹਿਰ ਸਿੰਘ ਤੇ ਜ਼ਿਲ੍ਹਾ ਮਕਤਸਰ ਦੇ ਪ੍ਰਧਾਨ ਭਾਈ ਪ੍ਰਿਤਪਾਲ ਸਿੰਘ ਨੇ ਬੀਤੇ ਦਿਨੀਂ ਇਕ ਲਿਖਤੀ ਬਿਆਨ ਵਿਚ ਰਾਹੀਂ ਜਾਣਕਾਰੀ ਦਿੰਦੇ ਹੋਏ ਦਸਿਆ ਕਿ ਬੀਤੇ ਦਿਨੀਂ ਫੜੇ ਹਿਤ ਦੇ ਨੇੜਿਉਂ ਪੁਲਿਸ ਦੀ ਇਕ ਗਸ਼ਤੀ ਟੁਕੜੀ 2 ਖਾੜਕੂ ਸਿੰਘਾਂ ਭਾਈ ਬਲਵੀਰ ਸਿੰਘ ਸਮਾਲਸਰ ਤੇ ਭਾਈ ਨਛਿੱਤਰ ਸਿੰਘ ਬੋਰਾਹ ਕੱਲੇਵਾਲਾ ਨੂੰ ਚੁੱਕ ਕੇ ਲੈ ਗਈ ਹੈ। ਫੈਡਰੇਸ਼ਨ ਨੇਤਾਵਾਂ ਨੇ ਕਿਹਾ ਕਿ ਹੁਣ ਇਹ ਸਿੰਘ ਬਾਘੇਪੁਰਾਣੇ ਥਾਣੇ bbox=[594, 120, 763, 323]
headline: ਕਪੂਰਥਲੇ ਜ਼ਿਲ੍ਹੇ ਦੇ ਪਿੰਡ ਖ਼ੁਸਰੋ ਪੁਰ ਦਾ ਸਰਪੰਚ ਗ੍ਰਿਫ਼ਤਾਰ bbox=[609, 980, 929, 1028]
article-text: ਇਊਂ ਲੱਗਦਾ ਹੈ ਕਿ ਬੇ-ਨਜ਼ੀਰ ਭੁੱਟੋ ਦੇ ਪ੍ਰਧਾਨ ਮੰਤਰੀ ਬਨਣ ਤੋਂ ਬਾਅਦ ਜੋ ਪਾਕਿਸਤਾਨ ਤੇ ਭਾਰਤ ਵਿਚ ਗਰਮਜੋਸ਼ੀ ਤੇ ਦੋਸਤੀ ਦਾ ਜੋ ਦੌਰ ਸ਼ੁਰੂ ਹੋਇਆ ਸੀ ਉਹ ਖ਼ਤਮ ਹੋ ਗਿਆ ਹੈ। ਇਸਲਾਮਾਬਾਦ ਤੋਂ ਮਿਲੀਆਂ ਖ਼ਬਰਾਂ ਅਨੁਸਾਰ ਪਾਕਿਸਤਾਨ ਸਰਕਾਰ ਨੇ ਸੂਬਾ ਸਿੰਧ ਦੀ ਭਾਰਤ ਨਾਲ ਲੱਗਦੀ ਸਰਹੱਦ ਤੇ ਸ਼ਾਮ ਦੇ 10 ਵਜੇ ਤੋਂ ਲੈ ਕੇ ਸਵੇਰੇ 6 ਵਜੇ ਤੱਕ ਕਰਫ਼ਿਊ ਲਾ ਦਿਤਾ ਹੈ। ਇਹ ਕਰਫ਼ਿਊ ਸਰਹੱਦ ਦੇ 10 ਮੀਲ ਦੇ ਇਲਾਕੇ ਵਿਚ ਲਗਾਇਆ ਜਾ ਰਿਹਾ ਹੈ। ਪਾਕਿਸਤਾਨ ਸਰਕਾਰ ਦੇ ਇਕ ਤਰਜਮਾਨ ਨੇ ਦਸਿਆ ਕਿ ਉਹਨਾਂ ਨੂੰ ਖ਼ਬਰਾਂ ਮਿਲੀਆਂ ਹਨ ਕਿ ਭਾਰਤੀ ਸਰਹੱਦ ਨੇੜੇ ਭਾਰਤ ਨੇ ਵਿਚ ਤਖ਼ਰੀਬਕਾਰਾਂ ਦੇ ਕੈਂਪ ਸ਼ੁਰੂ ਕਰ ਦਿਤੇ ਹਨ ਜਿਨ੍ਹਾਂ ਨੂੰ ਸਿੰਧੀਆਂ ਦੇ ਕੇ ਸਿੰਧ ਵਿਚ ਹਿੰਦੂਆਂ ਤੇ ਮੁਸਲਮਾਨਾਂ ਦਰਮਿਆਨ ਝਗੜੇ ਕਰਨ ਲਈ ਘੱਲਿਆ ਜਾ ਰਿਹਾ ਹੈ। ਉਹਨਾਂ ਕਿਹਾ ਕਿ ਪਿਛੇ ਜਿਹੇ ਸਾਂਗੜ੍ਹ ਵਿਚ ਹੋਏ ਹਿੰਦੂ ਮੁਸਲਮਾਨ ਫਸਾਦਾਂ ਵਿਚ ਇਹਨਾਂ ਤਖ਼ਰੀਬ-ਕਾਰਾਂ ਦਾ ਹੱਥ ਪਾਇਆ ਗਿਆ ਹੈ। ਯਾਦ ਰਹੇ bbox=[50, 970, 222, 1295]
article-text: ਖ਼ਾਲਿਸਤਾਨ ਕਮਾਂਡੋ ਫੋਰਸ ਦੇ ਚੀਫ਼ ਜਨਰਲ ਭਾਈ ਗੁਰਜੰਟ ਸਿੰਘ ਦੀ ਪ੍ਰਧਾਨਗੀ ਹੇਠ ਇਕ ਮੀਟਿੰਗ ਕਿਸੇ ਗੁਪਤ ਥਾਂ ਤੇ ਹੋਈ ਜਿਸ ਵਿਚ ਲੈਫ਼ਟੀਨੈਂਟ ਭਾਈ ਪਰਮਜੀਤ ਸਿੰਘ ਪੰਜਵੜ ਬੀਰ ਪਿੰਡ, ਲੈਫ਼ਟੀਨੈਂਟ ਕੁਲਵੰਤ ਸਿੰਘ ਕਾਲਾ ਆਰਫ਼ਕੇ, ਮੇਜਰ ਜਨਰਲ ਭਾਈ ਜਸਵੰਤ ਸਿੰਘ ਹਿਰਦੇਵਾਲ ਤੇ ਭਾਈ ਨਿਸ਼ਾਨ ਸਿੰਘ ਮੱਖੂ, ਏਰੀਆ ਕਮਾਂਡਰ ਭਾਈ ਦਰਸ਼ਨ ਸਿੰਘ ਫੁੱਲਕ, ਪਟਿਆਲਾ ਜ਼ਿਲ੍ਹੇ ਦੇ ਏਰੀਆ ਕਮਾਂਡਰ ਭਾਈ ਸਤਨਾਮ ਸਿੰਘ ਸੱਤਾ ਉਰਫ਼ ਗੋਬਰ ਸਿੰਘ ਪਿੰਡ ਲਾਧੀਆਂ bbox=[594, 411, 763, 597]
article-text: ਕੁੱਝ ਖ਼ਬਰਾਂ ਅਨੁਸਾਰ ਭਾਰਤ ਦਾ ਪ੍ਰਧਾਨ ਮੰਤਰੀ ਰਾਜੀਵ ਗਾਂਧੀ 4 ਮਾਰਚ ਨੂੰ ਪੰਜਾਬ ਜਾ ਰਿਹਾ ਹੈ ਜਿਥੇ ਕਿ ਉਹ ਪੰਜਾਬ ਕਾਂਗਰਸ ਵਲੋਂ ਪ੍ਰਬੰਧ ਕੀਤੇ ਗਏ ਇਕ ਜਲਸੇ ਵਿਚ ਭਾਸ਼ਨ ਦੇਵੇਗਾ ਇਹ ਜਲਸਾ ਫਗਵਾੜੇ ਵਿਖੇ ਕੀਤਾ ਜਾ ਰਿਹਾ ਹੈ। bbox=[418, 1228, 582, 1327]
headline: ਸਿੰਧ ਬਾਰਡਰ ਤੇ ਭਾਰਤ ਤੇ ਪਾਕਿ ਵਲੋਂ ਕਰਫਿਊ ਨਾਫਜ਼ — ਦੋਸਤੀ ਠੰਡੀ ਪੈ ਗਈ bbox=[56, 897, 400, 957]
article-arrests bbox=[770, 1196, 944, 1346]
article-text: ਭਾਰਤ ਸਰਕਾਰ ਨੇ ਰੂਸ ਦੀ ਜਾਰੀ ਦਾ ਮੁੱਲ ਤਾਰਨਾ ਸ਼ੁਰੂ ਕਰ ਦਿੱਤਾ ਹੈ। ਇਥੋਂ ਮਿਲੀਆਂ ਖ਼ਬਰਾਂ ਅਨੁਸਾਰ ਭਾਰਤ ਸਰਕਾਰ ਨੇ ਰੂਸੀ ਫ਼ੌਜਾਂ ਦੀ ਕਾਬਲ ਵਿਚੋਂ ਵਾਪਸੀ ਤੋਂ ਬਾਅਦ ਆਪਣੇ 500 ਫੌਜੀ ਮਸ਼ੀਰਾਂ ਨੂੰ ਭੇਜ ਦਿੱਤਾ ਰਿਹਾ ਜੋ ਹੁਣ ਅਫ਼ਗਾਨਿਸਤਾਨ ਦੀਆਂ ਫੌਜਾਂ ਦੀ ਸਹਾਇਤਾ ਕਰਨਗੇ। ਇਸ ਖ਼ਬਰ ਨੇ ਬਾਗੀ ਗੁਰੀਲਿਆਂ ਦੇ ਕੈਂਪ ਵਿਚ ਤਰਥੱਲੀ ਪੈਦਾ ਕਰ ਦਿੱਤੀ ਹੈ। ਬਾਗੀਆਂ ਦੇ ਇਕ ਤਰਜਮਾਨ bbox=[50, 738, 222, 889]
